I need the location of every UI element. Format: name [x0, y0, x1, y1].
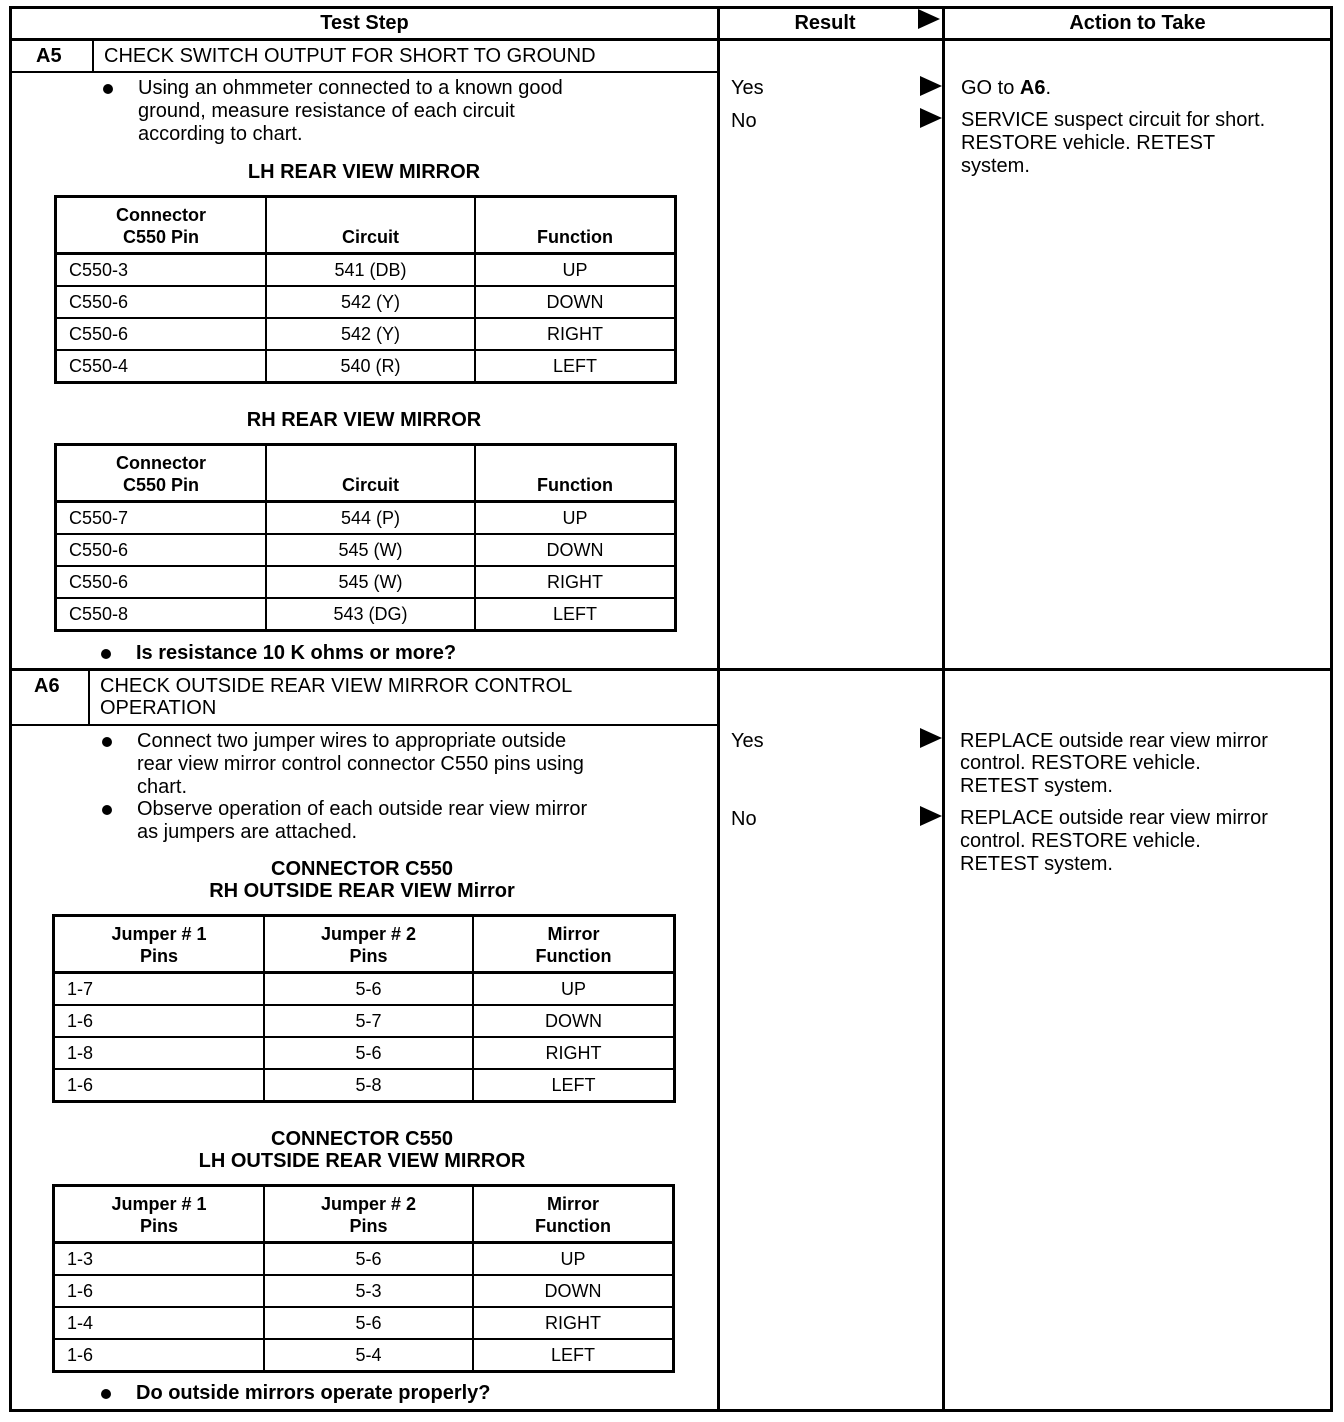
header-action: Action to Take: [1069, 12, 1206, 34]
table-row: C550-6 542 (Y) DOWN: [56, 286, 676, 318]
a6-rh-table: [52, 914, 676, 1103]
a6-no-action-line3: RETEST system.: [960, 853, 1113, 875]
table-row: C550-6 545 (W) DOWN: [56, 534, 676, 566]
a5-id-divider: [92, 40, 94, 72]
a6-bullet1-line3: chart.: [137, 776, 188, 798]
col-header-mirror-function: Mirror Function: [473, 1186, 674, 1243]
col-header-function: Function: [475, 197, 676, 254]
a6-bullet1-line1: Connect two jumper wires to appropriate outside: [137, 730, 567, 752]
a6-result-no: No: [731, 808, 757, 830]
a5-yes-action: GO to A6.: [961, 77, 1052, 99]
outer-top-border: [9, 6, 1333, 9]
table-row: 1-6 5-3 DOWN: [54, 1275, 674, 1307]
table-row: 1-6 5-4 LEFT: [54, 1339, 674, 1372]
a6-yes-action-line2: control. RESTORE vehicle.: [960, 752, 1201, 774]
col-header-connector: Connector C550 Pin: [56, 197, 267, 254]
a5-no-action-line1: SERVICE suspect circuit for short.: [961, 109, 1266, 131]
col-header-jumper2: Jumper # 2 Pins: [264, 916, 473, 973]
a6-rh-title-line1: CONNECTOR C550: [271, 858, 453, 880]
table-row: C550-8 543 (DG) LEFT: [56, 598, 676, 631]
col-header-jumper1: Jumper # 1 Pins: [54, 1186, 265, 1243]
a6-question-bullet-icon: [101, 1389, 111, 1399]
a5-rh-table: [54, 443, 677, 632]
a6-step-title-line2: OPERATION: [100, 697, 217, 719]
col-header-jumper2: Jumper # 2 Pins: [264, 1186, 473, 1243]
a6-yes-arrow-icon: [920, 728, 942, 748]
col-header-circuit: Circuit: [266, 197, 475, 254]
table-row: C550-6 542 (Y) RIGHT: [56, 318, 676, 350]
a6-question: Do outside mirrors operate properly?: [136, 1382, 491, 1404]
a5-no-action-line2: RESTORE vehicle. RETEST: [961, 132, 1216, 154]
a5-step-id: A5: [36, 45, 62, 67]
col-header-connector: Connector C550 Pin: [56, 445, 267, 502]
header-test-step: Test Step: [320, 12, 409, 34]
a5-no-action-line3: system.: [961, 155, 1030, 177]
a5-bullet-icon: [103, 84, 113, 94]
table-row: 1-6 5-7 DOWN: [54, 1005, 675, 1037]
outer-left-border: [9, 6, 12, 1412]
col-header-mirror-function: Mirror Function: [473, 916, 675, 973]
outer-bottom-border: [9, 1409, 1333, 1412]
header-arrow-icon: [918, 9, 940, 29]
a6-title-rule: [9, 724, 720, 726]
a6-no-action-line2: control. RESTORE vehicle.: [960, 830, 1201, 852]
a6-no-arrow-icon: [920, 806, 942, 826]
a6-bullet2-line2: as jumpers are attached.: [137, 821, 358, 843]
a6-bullet1-line2: rear view mirror control connector C550 pins using: [137, 753, 584, 775]
a6-yes-action-line3: RETEST system.: [960, 775, 1113, 797]
table-row: 1-4 5-6 RIGHT: [54, 1307, 674, 1339]
a5-result-no: No: [731, 110, 757, 132]
a5-question: Is resistance 10 K ohms or more?: [136, 642, 457, 664]
col-divider-2: [942, 6, 945, 1412]
table-row: C550-7 544 (P) UP: [56, 502, 676, 535]
a5-yes-arrow-icon: [920, 76, 942, 96]
header-result: Result: [794, 12, 856, 34]
a5-lh-table: [54, 195, 677, 384]
a6-id-divider: [88, 670, 90, 725]
a5-result-yes: Yes: [731, 77, 764, 99]
table-row: C550-6 545 (W) RIGHT: [56, 566, 676, 598]
header-rule: [9, 38, 1333, 41]
table-row: 1-8 5-6 RIGHT: [54, 1037, 675, 1069]
col-header-circuit: Circuit: [266, 445, 475, 502]
a5-rh-title: RH REAR VIEW MIRROR: [246, 409, 482, 431]
table-row: 1-7 5-6 UP: [54, 973, 675, 1006]
table-row: 1-6 5-8 LEFT: [54, 1069, 675, 1102]
table-row: C550-4 540 (R) LEFT: [56, 350, 676, 383]
a5-no-arrow-icon: [920, 108, 942, 128]
col-divider-1: [717, 6, 720, 1412]
a6-lh-title-line1: CONNECTOR C550: [271, 1128, 453, 1150]
a6-result-yes: Yes: [731, 730, 764, 752]
a5-question-bullet-icon: [101, 649, 111, 659]
a5-bullet1-line2: ground, measure resistance of each circuit: [138, 100, 515, 122]
a6-bullet2-line1: Observe operation of each outside rear view mirror: [137, 798, 588, 820]
table-row: 1-3 5-6 UP: [54, 1243, 674, 1276]
a6-lh-table: [52, 1184, 675, 1373]
a6-lh-title-line2: LH OUTSIDE REAR VIEW MIRROR: [198, 1150, 526, 1172]
col-header-function: Function: [475, 445, 676, 502]
a5-bullet1-line3: according to chart.: [138, 123, 303, 145]
a6-bullet2-icon: [102, 805, 112, 815]
a5-a6-rule: [9, 668, 1333, 671]
a6-step-title-line1: CHECK OUTSIDE REAR VIEW MIRROR CONTROL: [100, 675, 573, 697]
a6-step-id: A6: [34, 675, 60, 697]
a6-no-action-line1: REPLACE outside rear view mirror: [960, 807, 1268, 829]
a6-yes-action-line1: REPLACE outside rear view mirror: [960, 730, 1268, 752]
table-row: C550-3 541 (DB) UP: [56, 254, 676, 287]
col-header-jumper1: Jumper # 1 Pins: [54, 916, 265, 973]
a6-rh-title-line2: RH OUTSIDE REAR VIEW Mirror: [209, 880, 515, 902]
a5-bullet1-line1: Using an ohmmeter connected to a known good: [138, 77, 563, 99]
a6-bullet1-icon: [102, 737, 112, 747]
a5-title-rule: [9, 71, 720, 73]
a5-step-title: CHECK SWITCH OUTPUT FOR SHORT TO GROUND: [104, 45, 596, 67]
a5-lh-title: LH REAR VIEW MIRROR: [247, 161, 481, 183]
outer-right-border: [1330, 6, 1333, 1412]
